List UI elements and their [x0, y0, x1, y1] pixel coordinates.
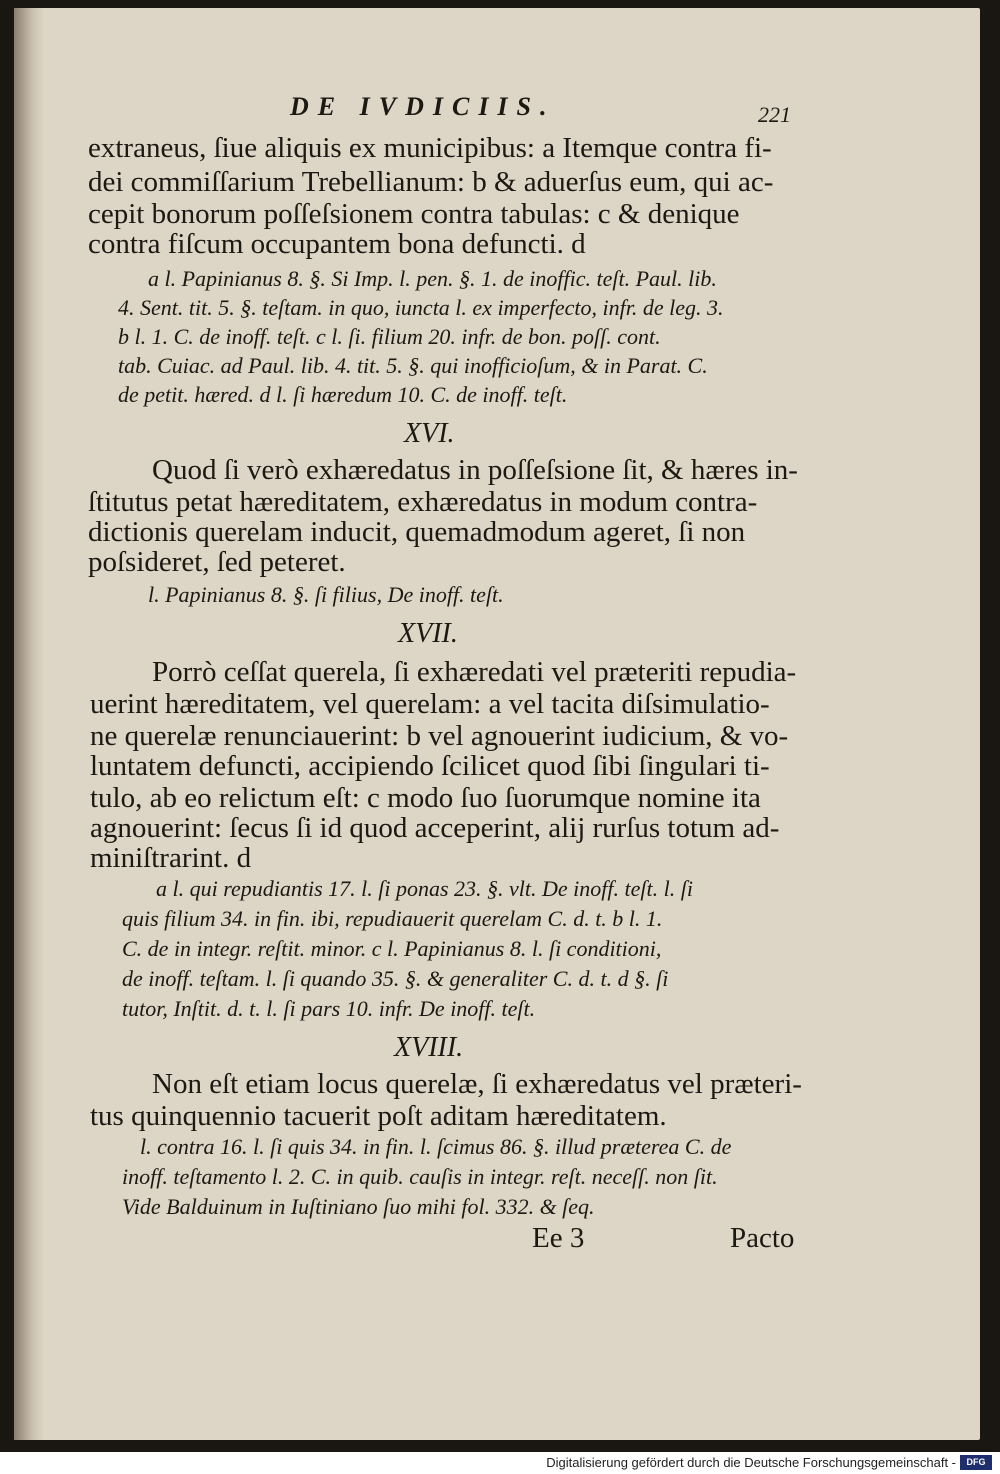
body-line: Quod ſi verò exhæredatus in poſſeſsione ſit, & hæres in-: [152, 454, 798, 486]
footnote-line: quis filium 34. in fin. ibi, repudiauerit querelam C. d. t. b l. 1.: [122, 906, 663, 931]
body-line: poſsideret, ſed peteret.: [88, 546, 346, 578]
section-heading: XVII.: [398, 618, 458, 649]
footnote-line: l. Papinianus 8. §. ſi filius, De inoff. teſt.: [148, 582, 504, 607]
body-line: ne querelæ renunciauerint: b vel agnouerint iudicium, & vo-: [90, 720, 789, 752]
signature-mark: Ee 3: [532, 1222, 585, 1254]
dfg-logo: DFG: [960, 1455, 992, 1470]
footnote-line: tutor, Inſtit. d. t. l. ſi pars 10. infr. De inoff. teſt.: [122, 996, 536, 1021]
body-line: tulo, ab eo relictum eſt: c modo ſuo ſuorumque nomine ita: [90, 782, 761, 814]
body-line: Porrò ceſſat querela, ſi exhæredati vel præteriti repudia-: [152, 656, 797, 688]
section-heading: XVI.: [404, 418, 455, 449]
body-line: cepit bonorum poſſeſsionem contra tabulas: c & denique: [88, 198, 740, 230]
footnote-line: l. contra 16. l. ſi quis 34. in fin. l. ſcimus 86. §. illud præterea C. de: [140, 1134, 732, 1159]
running-title: DE IVDICIIS.: [290, 92, 556, 121]
digitization-footer: [0, 1452, 1000, 1474]
body-line: Non eſt etiam locus querelæ, ſi exhæredatus vel præteri-: [152, 1068, 802, 1100]
footnote-line: C. de in integr. reſtit. minor. c l. Papinianus 8. l. ſi conditioni,: [122, 936, 662, 961]
body-line: dei commiſſarium Trebellianum: b & aduerſus eum, qui ac-: [88, 166, 774, 198]
footnote-line: 4. Sent. tit. 5. §. teſtam. in quo, iuncta l. ex imperfecto, infr. de leg. 3.: [118, 295, 724, 320]
footnote-line: de petit. hæred. d l. ſi hæredum 10. C. de inoff. teſt.: [118, 382, 568, 407]
body-line: agnouerint: ſecus ſi id quod acceperint, alij rurſus totum ad-: [90, 812, 780, 844]
section-heading: XVIII.: [394, 1032, 464, 1063]
page-number: 221: [758, 102, 791, 127]
footnote-line: Vide Balduinum in Iuſtiniano ſuo mihi fol. 332. & ſeq.: [122, 1194, 595, 1219]
body-line: extraneus, ſiue aliquis ex municipibus: a Itemque contra fi-: [88, 132, 772, 164]
footnote-line: a l. Papinianus 8. §. Si Imp. l. pen. §. 1. de inoffic. teſt. Paul. lib.: [148, 266, 717, 291]
footnote-line: b l. 1. C. de inoff. teſt. c l. ſi. filium 20. infr. de bon. poſſ. cont.: [118, 324, 661, 349]
footnote-line: de inoff. teſtam. l. ſi quando 35. §. & generaliter C. d. t. d §. ſi: [122, 966, 669, 991]
footnote-line: inoff. teſtamento l. 2. C. in quib. cauſis in integr. reſt. neceſſ. non ſit.: [122, 1164, 718, 1189]
footnote-line: tab. Cuiac. ad Paul. lib. 4. tit. 5. §. qui inofficioſum, & in Parat. C.: [118, 353, 708, 378]
page-gutter: [14, 8, 44, 1440]
footnote-line: a l. qui repudiantis 17. l. ſi ponas 23. §. vlt. De inoff. teſt. l. ſi: [156, 876, 693, 901]
body-line: uerint hæreditatem, vel querelam: a vel tacita diſsimulatio-: [90, 688, 770, 720]
body-line: ſtitutus petat hæreditatem, exhæredatus in modum contra-: [88, 486, 758, 518]
body-line: contra fiſcum occupantem bona defuncti. d: [88, 228, 586, 260]
catchword: Pacto: [730, 1222, 795, 1254]
body-line: tus quinquennio tacuerit poſt aditam hæreditatem.: [90, 1100, 667, 1132]
body-line: miniſtrarint. d: [90, 842, 252, 874]
body-line: luntatem defuncti, accipiendo ſcilicet quod ſibi ſingulari ti-: [90, 750, 770, 782]
funding-notice: Digitalisierung gefördert durch die Deutsche Forschungsgemeinschaft -: [546, 1455, 956, 1470]
body-line: dictionis querelam inducit, quemadmodum ageret, ſi non: [88, 516, 746, 548]
